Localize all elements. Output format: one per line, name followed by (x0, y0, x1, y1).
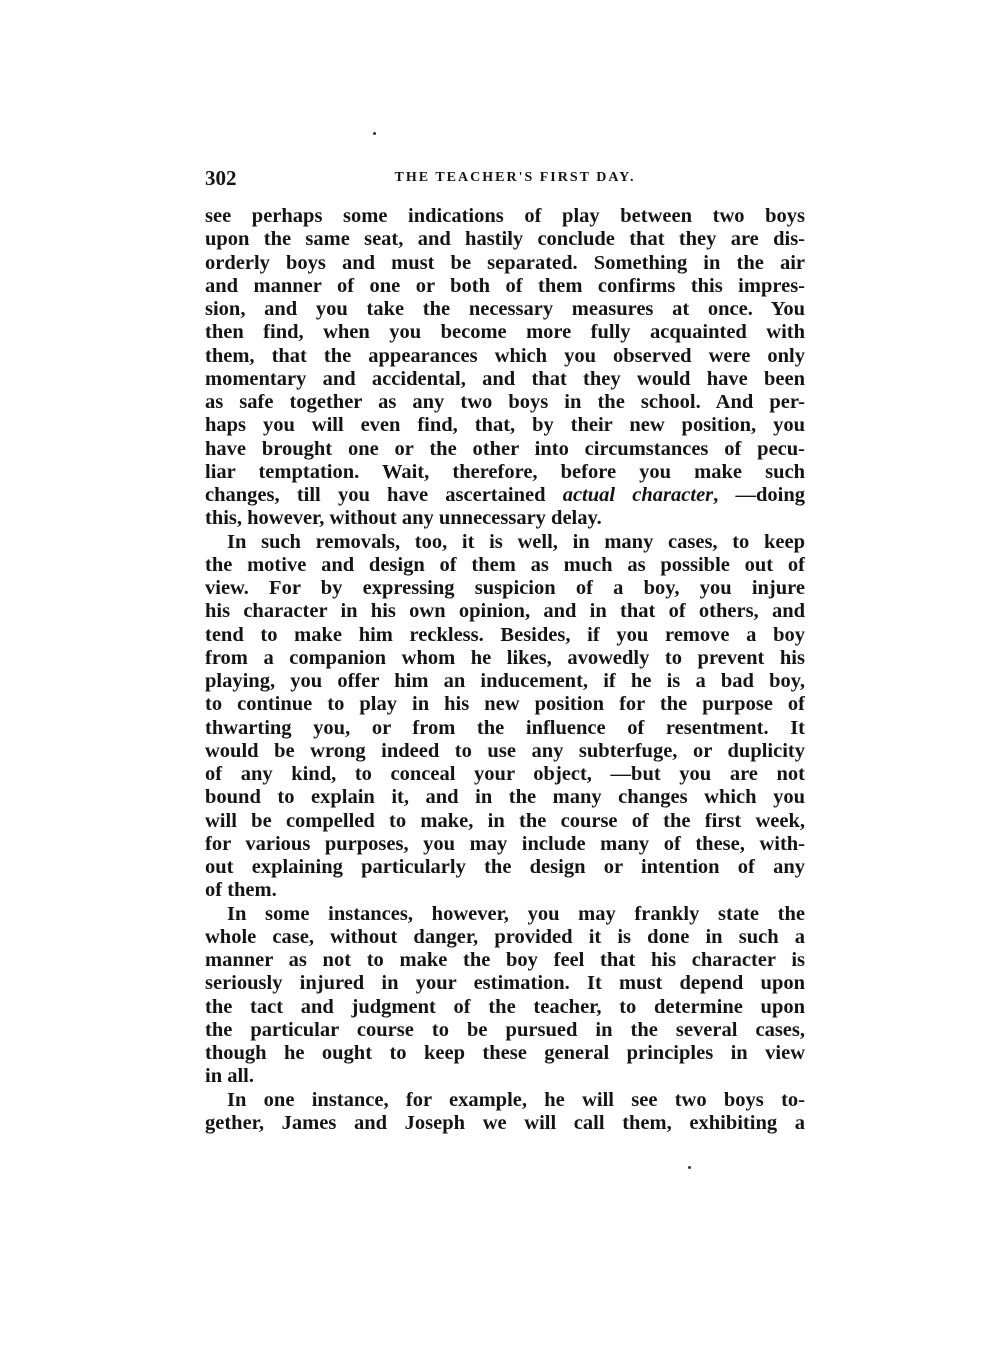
text-line: from a companion whom he likes, avowedly to prevent his (205, 646, 805, 669)
text-line: playing, you offer him an inducement, if he is a bad boy, (205, 670, 805, 692)
text-line: view. For by expressing suspicion of a boy, you injure (205, 577, 805, 599)
text-line: will be compelled to make, in the course of the first week, (205, 809, 805, 832)
running-head: THE TEACHER'S FIRST DAY. (394, 170, 636, 185)
text-line: orderly boys and must be separated. Something in the air (205, 251, 805, 274)
text-line: liar temptation. Wait, therefore, before you make such (205, 460, 805, 483)
text-line: upon the same seat, and hastily conclude that they are dis- (205, 228, 805, 251)
text-line: bound to explain it, and in the many changes which you (205, 786, 805, 809)
text-line: haps you will even find, that, by their new position, you (205, 414, 805, 437)
text-line: out explaining particularly the design or intention of any (205, 856, 805, 878)
emphasis: actual character (562, 484, 714, 506)
text-line: seriously injured in your estimation. It must depend upon (205, 972, 805, 995)
page-number: 302 (205, 166, 237, 190)
text-line: see perhaps some indications of play between two boys (205, 205, 805, 227)
text-line: to continue to play in his new position for the purpose of (205, 693, 805, 716)
body-text (205, 205, 805, 1135)
text-line: would be wrong indeed to use any subterfuge, or duplicity (205, 739, 805, 762)
text-line: the motive and design of them as much as possible out of (205, 553, 805, 576)
text-line: sion, and you take the necessary measures at once. You (205, 298, 805, 320)
text-line: of any kind, to conceal your object, —but you are not (205, 763, 805, 785)
text-line: In such removals, too, it is well, in many cases, to keep (227, 530, 805, 553)
text-line: In one instance, for example, he will see two boys to- (227, 1088, 805, 1111)
page-header (205, 166, 805, 192)
text-line: this, however, without any unnecessary delay. (205, 507, 602, 530)
print-speck (373, 132, 376, 135)
text-line: In some instances, however, you may frankly state the (227, 902, 805, 925)
text-line: manner as not to make the boy feel that his character is (205, 949, 805, 971)
text-line: though he ought to keep these general principles in view (205, 1042, 805, 1064)
text-line: gether, James and Joseph we will call them, exhibiting a (205, 1111, 805, 1134)
print-speck (688, 1166, 691, 1169)
text-line: have brought one or the other into circumstances of pecu- (205, 437, 805, 460)
text-line: momentary and accidental, and that they would have been (205, 367, 805, 390)
text-line: the particular course to be pursued in the several cases, (205, 1018, 805, 1041)
text-line: and manner of one or both of them confirms this impres- (205, 274, 805, 297)
text-line: tend to make him reckless. Besides, if you remove a boy (205, 623, 805, 646)
text-line: changes, till you have ascertained actual character, —doing (205, 484, 805, 506)
text-line: for various purposes, you may include many of these, with- (205, 832, 805, 855)
text-line: then find, when you become more fully acquainted with (205, 321, 805, 344)
text-line: of them. (205, 879, 277, 902)
text-line: the tact and judgment of the teacher, to determine upon (205, 995, 805, 1018)
text-line: his character in his own opinion, and in that of others, and (205, 600, 805, 623)
text-line: in all. (205, 1065, 254, 1088)
text-line: as safe together as any two boys in the school. And per- (205, 391, 805, 413)
text-line: whole case, without danger, provided it is done in such a (205, 925, 805, 948)
text-line: thwarting you, or from the influence of resentment. It (205, 716, 805, 739)
text-line: them, that the appearances which you observed were only (205, 344, 805, 367)
